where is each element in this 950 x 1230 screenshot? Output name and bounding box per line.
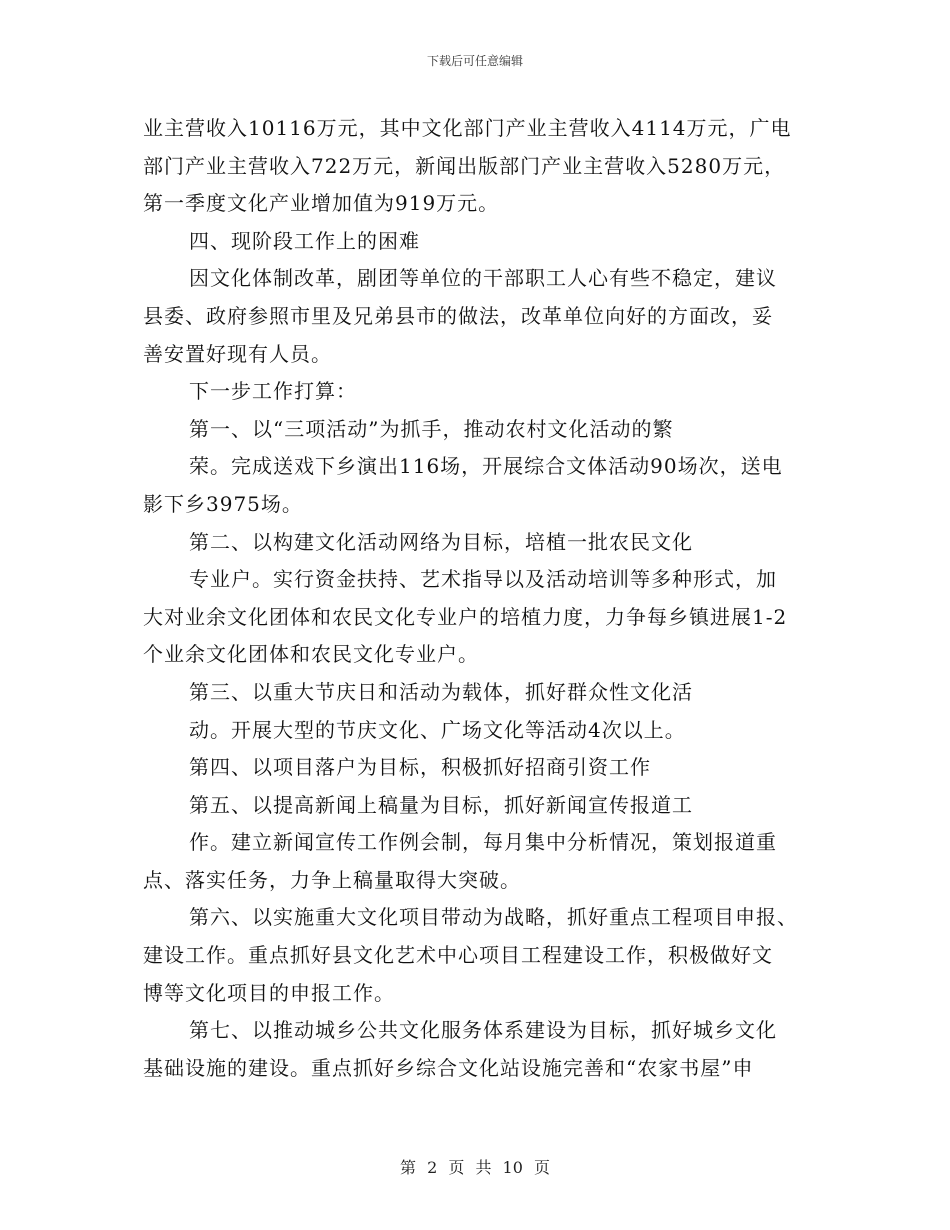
text-line: 第一季度文化产业增加值为919万元。 xyxy=(143,191,500,216)
text-line: 基础设施的建设。重点抓好乡综合文化站设施完善和“农家书屋”申 xyxy=(143,1055,754,1080)
text-line: 善安置好现有人员。 xyxy=(143,341,332,366)
text-line: 动。开展大型的节庆文化、广场文化等活动4次以上。 xyxy=(189,717,686,742)
text-line: 作。建立新闻宣传工作例会制，每月集中分析情况，策划报道重 xyxy=(189,830,777,855)
text-line: 第七、以推动城乡公共文化服务体系建设为目标，抓好城乡文化 xyxy=(189,1018,777,1043)
document-body xyxy=(143,110,813,1087)
text-line: 建设工作。重点抓好县文化艺术中心项目工程建设工作，积极做好文 xyxy=(143,943,773,968)
text-line: 第五、以提高新闻上稿量为目标，抓好新闻宣传报道工 xyxy=(189,792,693,817)
text-line: 大对业余文化团体和农民文化专业户的培植力度，力争每乡镇进展1-2 xyxy=(143,604,788,629)
text-line: 因文化体制改革，剧团等单位的干部职工人心有些不稳定，建议 xyxy=(189,266,777,291)
page-header-note: 下载后可任意编辑 xyxy=(426,54,523,68)
text-line: 第二、以构建文化活动网络为目标，培植一批农民文化 xyxy=(189,529,693,554)
text-line: 第一、以“三项活动”为抓手，推动农村文化活动的繁 xyxy=(189,416,674,441)
text-line: 第三、以重大节庆日和活动为载体，抓好群众性文化活 xyxy=(189,679,693,704)
text-line: 点、落实任务，力争上稿量取得大突破。 xyxy=(143,867,521,892)
section-heading: 四、现阶段工作上的困难 xyxy=(189,228,420,253)
text-line: 荣。完成送戏下乡演出116场，开展综合文体活动90场次，送电 xyxy=(189,454,783,479)
text-line: 影下乡3975场。 xyxy=(143,491,303,516)
text-line: 个业余文化团体和农民文化专业户。 xyxy=(143,642,479,667)
page-number: 第 2 页 共 10 页 xyxy=(400,1158,550,1177)
text-line: 专业户。实行资金扶持、艺术指导以及活动培训等多种形式，加 xyxy=(189,567,777,592)
text-line: 博等文化项目的申报工作。 xyxy=(143,980,395,1005)
section-heading: 下一步工作打算： xyxy=(189,379,357,404)
text-line: 业主营收入10116万元，其中文化部门产业主营收入4114万元，广电 xyxy=(143,116,792,140)
text-line: 县委、政府参照市里及兄弟县市的做法，改革单位向好的方面改，妥 xyxy=(143,303,773,328)
text-line: 第四、以项目落户为目标，积极抓好招商引资工作 xyxy=(189,755,651,780)
text-line: 第六、以实施重大文化项目带动为战略，抓好重点工程项目申报、 xyxy=(189,905,798,930)
text-line: 部门产业主营收入722万元，新闻出版部门产业主营收入5280万元， xyxy=(143,153,786,178)
